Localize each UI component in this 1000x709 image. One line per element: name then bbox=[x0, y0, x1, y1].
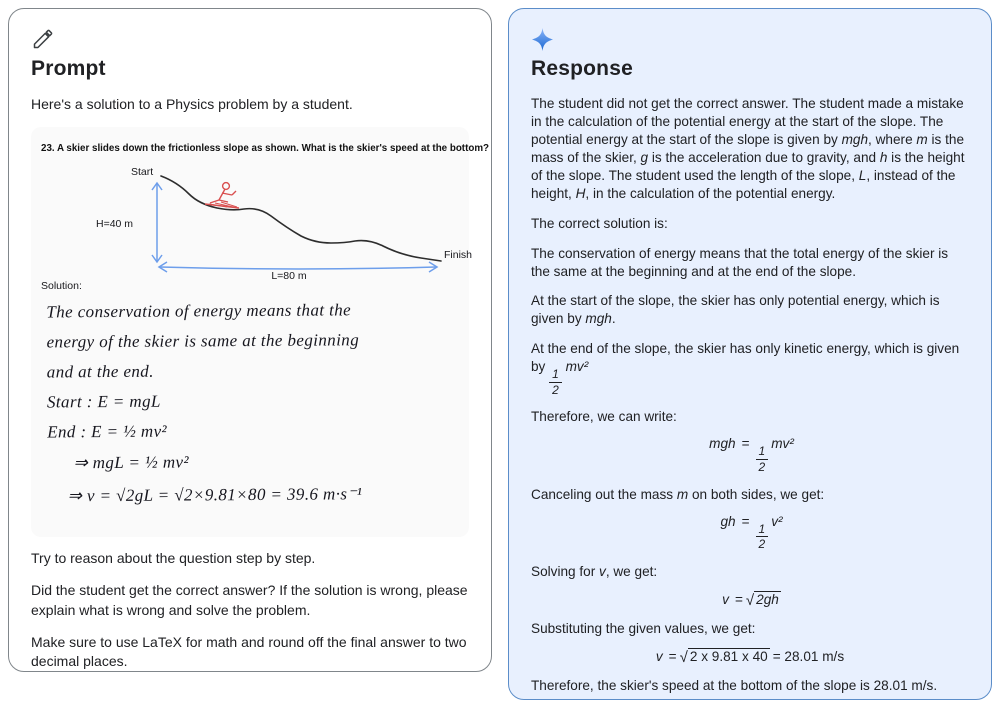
prompt-card bbox=[8, 8, 492, 672]
math-var: m bbox=[676, 486, 689, 502]
equals-sign: = bbox=[741, 436, 750, 452]
math-var: v bbox=[655, 648, 663, 664]
diagram-start-label: Start bbox=[131, 165, 154, 178]
text-segment: on both sides, we get: bbox=[688, 486, 825, 502]
math-var: mgh bbox=[841, 131, 869, 147]
diagram-finish-label: Finish bbox=[444, 248, 473, 261]
response-paragraph bbox=[531, 292, 969, 328]
equation-v-sqrt bbox=[531, 591, 969, 608]
text-segment: Solving for bbox=[531, 563, 600, 579]
skier-figure bbox=[205, 182, 239, 207]
text-segment: Canceling out the mass bbox=[531, 486, 677, 502]
math-var: v bbox=[722, 591, 729, 607]
response-paragraph: The conservation of energy means that the total energy of the skier is the same at the beginning and at the end of the slope. bbox=[531, 245, 949, 279]
response-paragraph: Substituting the given values, we get: bbox=[531, 620, 756, 636]
text-segment: The student did not get the correct answer. The student made a mistake in the calculation of the potential energy at the start of the slope. The potential energy at the start of the slope is given by bbox=[531, 96, 964, 147]
equals-sign: = bbox=[668, 648, 677, 664]
sqrt-sign: √ bbox=[745, 591, 755, 609]
math-var: H bbox=[575, 185, 586, 201]
equals-sign: = bbox=[734, 591, 743, 607]
handwriting-solution bbox=[46, 294, 461, 513]
response-paragraph bbox=[531, 340, 969, 396]
slope-diagram bbox=[39, 158, 479, 280]
fraction: $\frac{1}{2}$ bbox=[756, 445, 769, 473]
slope-curve bbox=[161, 176, 441, 261]
math-var: L bbox=[858, 167, 867, 183]
sqrt-sign: √ bbox=[679, 648, 688, 666]
handwriting-line: The conservation of energy means that the bbox=[46, 300, 352, 322]
math-var: m bbox=[916, 131, 928, 147]
prompt-instruction: Did the student get the correct answer? If the solution is wrong, please explain what is wrong and solve the problem. bbox=[31, 581, 468, 618]
response-paragraph: The correct solution is: bbox=[531, 215, 668, 231]
radicand: 2 x 9.81 x 40 bbox=[689, 648, 768, 664]
height-arrow bbox=[152, 183, 162, 262]
handwriting-line: ⇒ mgL = ½ mv² bbox=[73, 452, 189, 473]
response-paragraph bbox=[531, 486, 969, 504]
math-var: mgh bbox=[585, 311, 612, 327]
response-paragraph: Therefore, we can write: bbox=[531, 409, 677, 425]
text-segment: At the start of the slope, the skier has only potential energy, which is given by bbox=[531, 293, 940, 327]
diagram-height-label: H=40 m bbox=[96, 217, 134, 230]
math-var: mgh bbox=[709, 436, 736, 452]
solution-label: Solution: bbox=[41, 279, 82, 292]
handwriting-line: and at the end. bbox=[46, 361, 154, 382]
text-segment: is the mass of the skier, bbox=[531, 131, 965, 165]
handwriting-line: ⇒ v = √2gL = √2×9.81×80 = 39.6 m·s⁻¹ bbox=[67, 484, 363, 506]
math-var: mv² bbox=[771, 436, 794, 452]
math-var: h bbox=[879, 149, 888, 165]
handwriting-line: energy of the skier is same at the beginning bbox=[46, 330, 360, 352]
equation-v-value bbox=[531, 648, 969, 665]
math-var: g bbox=[640, 149, 649, 165]
equals-sign: = bbox=[741, 513, 750, 529]
sparkle-icon bbox=[531, 27, 555, 53]
response-paragraph: Therefore, the skier's speed at the bottom of the slope is 28.01 m/s. bbox=[531, 677, 938, 693]
math-var: gh bbox=[720, 513, 736, 529]
text-segment: , we get: bbox=[605, 563, 658, 579]
response-paragraph bbox=[531, 563, 969, 581]
pencil-icon bbox=[31, 27, 55, 53]
equation-mgh bbox=[531, 436, 969, 473]
problem-question: 23. A skier slides down the frictionless slope as shown. What is the skier's speed at the bottom? bbox=[41, 142, 490, 154]
equation-result: = 28.01 m/s bbox=[772, 648, 845, 664]
response-card bbox=[508, 8, 992, 700]
handwriting-line: Start : E = mgL bbox=[46, 391, 161, 412]
prompt-title: Prompt bbox=[31, 57, 106, 80]
text-segment: , instead of the height, bbox=[531, 167, 956, 201]
fraction: $\frac{1}{2}$ bbox=[756, 523, 769, 551]
equation-gh bbox=[531, 514, 969, 551]
problem-image bbox=[31, 127, 490, 537]
math-var: v² bbox=[771, 513, 783, 529]
math-var: mv² bbox=[565, 359, 589, 375]
handwriting-line: End : E = ½ mv² bbox=[47, 421, 168, 442]
diagram-length-label: L=80 m bbox=[271, 269, 307, 280]
math-var: v bbox=[599, 563, 606, 579]
radicand: 2gh bbox=[756, 591, 779, 607]
fraction: $\frac{1}{2}$ bbox=[549, 368, 562, 396]
text-segment: , in the calculation of the potential energy. bbox=[585, 185, 836, 201]
prompt-instruction: Make sure to use LaTeX for math and round off the final answer to two decimal places. bbox=[31, 633, 467, 670]
prompt-instruction: Try to reason about the question step by step. bbox=[31, 549, 316, 566]
response-paragraph bbox=[531, 95, 969, 203]
text-segment: , where bbox=[868, 131, 917, 147]
text-segment: is the acceleration due to gravity, and bbox=[648, 149, 880, 165]
response-title: Response bbox=[531, 57, 633, 80]
text-segment: At the end of the slope, the skier has only kinetic energy, which is given by bbox=[531, 341, 960, 375]
text-segment: is the height of the slope. The student used the length of the slope, bbox=[531, 149, 965, 183]
text-segment: . bbox=[611, 311, 616, 327]
prompt-intro: Here's a solution to a Physics problem by a student. bbox=[31, 96, 353, 112]
